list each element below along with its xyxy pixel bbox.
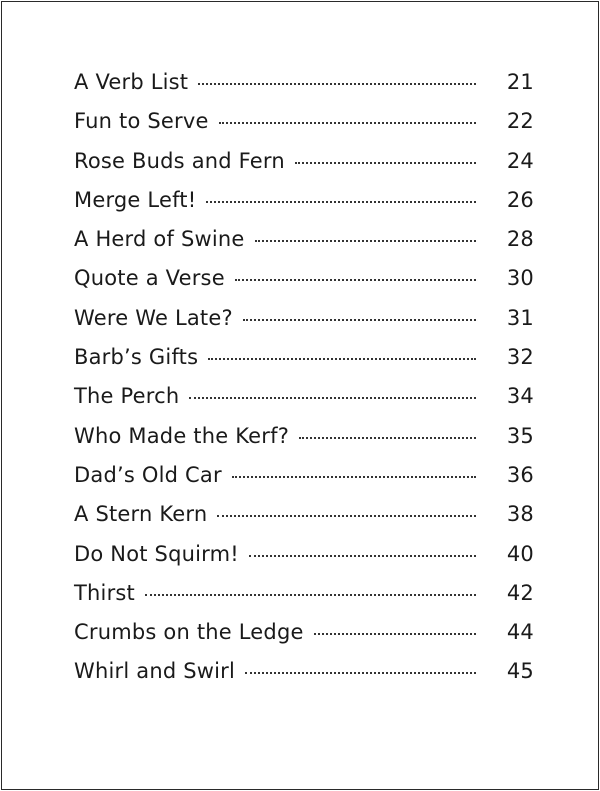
toc-entry xyxy=(74,659,534,698)
toc-entry xyxy=(74,345,534,384)
toc-entry-title: Who Made the Kerf? xyxy=(74,423,290,448)
dot-leader xyxy=(145,594,476,596)
toc-entry-page-number: 42 xyxy=(506,580,534,605)
dot-leader xyxy=(243,319,476,321)
toc-entry-title: Dad’s Old Car xyxy=(74,462,222,487)
toc-entry xyxy=(74,463,534,502)
toc-entry-page-number: 31 xyxy=(506,305,534,330)
toc-entry-page-number: 34 xyxy=(506,384,534,409)
toc-entry xyxy=(74,188,534,227)
toc-entry-page-number: 44 xyxy=(506,620,534,645)
toc-entry-title: Quote a Verse xyxy=(74,266,225,291)
dot-leader xyxy=(245,672,476,674)
toc-entry-title: A Verb List xyxy=(74,70,189,94)
dot-leader xyxy=(208,358,476,360)
toc-entry-page-number: 24 xyxy=(506,148,534,173)
table-of-contents xyxy=(74,70,534,699)
dot-leader xyxy=(198,83,476,85)
dot-leader xyxy=(219,122,476,124)
toc-entry xyxy=(74,306,534,345)
toc-entry xyxy=(74,542,534,581)
toc-entry-title: The Perch xyxy=(74,384,180,409)
toc-entry-title: Whirl and Swirl xyxy=(74,659,236,684)
dot-leader xyxy=(295,162,476,164)
toc-entry-title: Thirst xyxy=(74,580,135,605)
toc-entry-title: A Stern Kern xyxy=(74,502,208,527)
toc-entry-page-number: 21 xyxy=(506,70,534,94)
toc-entry-title: Crumbs on the Ledge xyxy=(74,620,304,645)
toc-entry-title: Barb’s Gifts xyxy=(74,345,199,370)
toc-entry-page-number: 32 xyxy=(506,345,534,370)
toc-entry-title: Fun to Serve xyxy=(74,109,209,134)
toc-entry-page-number: 22 xyxy=(506,109,534,134)
dot-leader xyxy=(232,476,476,478)
toc-entry-page-number: 40 xyxy=(506,541,534,566)
toc-entry xyxy=(74,502,534,541)
toc-entry-page-number: 36 xyxy=(506,462,534,487)
dot-leader xyxy=(235,279,476,281)
dot-leader xyxy=(299,437,476,439)
toc-entry-page-number: 30 xyxy=(506,266,534,291)
toc-entry-page-number: 45 xyxy=(506,659,534,684)
toc-entry xyxy=(74,227,534,266)
toc-entry-page-number: 38 xyxy=(506,502,534,527)
dot-leader xyxy=(255,240,476,242)
dot-leader xyxy=(314,633,476,635)
toc-entry-title: Were We Late? xyxy=(74,305,233,330)
toc-entry xyxy=(74,70,534,109)
toc-entry-title: A Herd of Swine xyxy=(74,227,245,252)
toc-entry xyxy=(74,149,534,188)
toc-entry-page-number: 26 xyxy=(506,187,534,212)
dot-leader xyxy=(206,201,476,203)
toc-entry xyxy=(74,266,534,305)
toc-entry-title: Merge Left! xyxy=(74,187,197,212)
dot-leader xyxy=(249,555,476,557)
toc-entry xyxy=(74,424,534,463)
page-frame xyxy=(1,1,599,790)
toc-entry-page-number: 35 xyxy=(506,423,534,448)
dot-leader xyxy=(189,397,476,399)
toc-entry xyxy=(74,581,534,620)
dot-leader xyxy=(217,515,476,517)
toc-entry-title: Rose Buds and Fern xyxy=(74,148,285,173)
toc-entry xyxy=(74,620,534,659)
toc-entry-title: Do Not Squirm! xyxy=(74,541,239,566)
toc-entry xyxy=(74,109,534,148)
toc-entry xyxy=(74,384,534,423)
toc-entry-page-number: 28 xyxy=(506,227,534,252)
